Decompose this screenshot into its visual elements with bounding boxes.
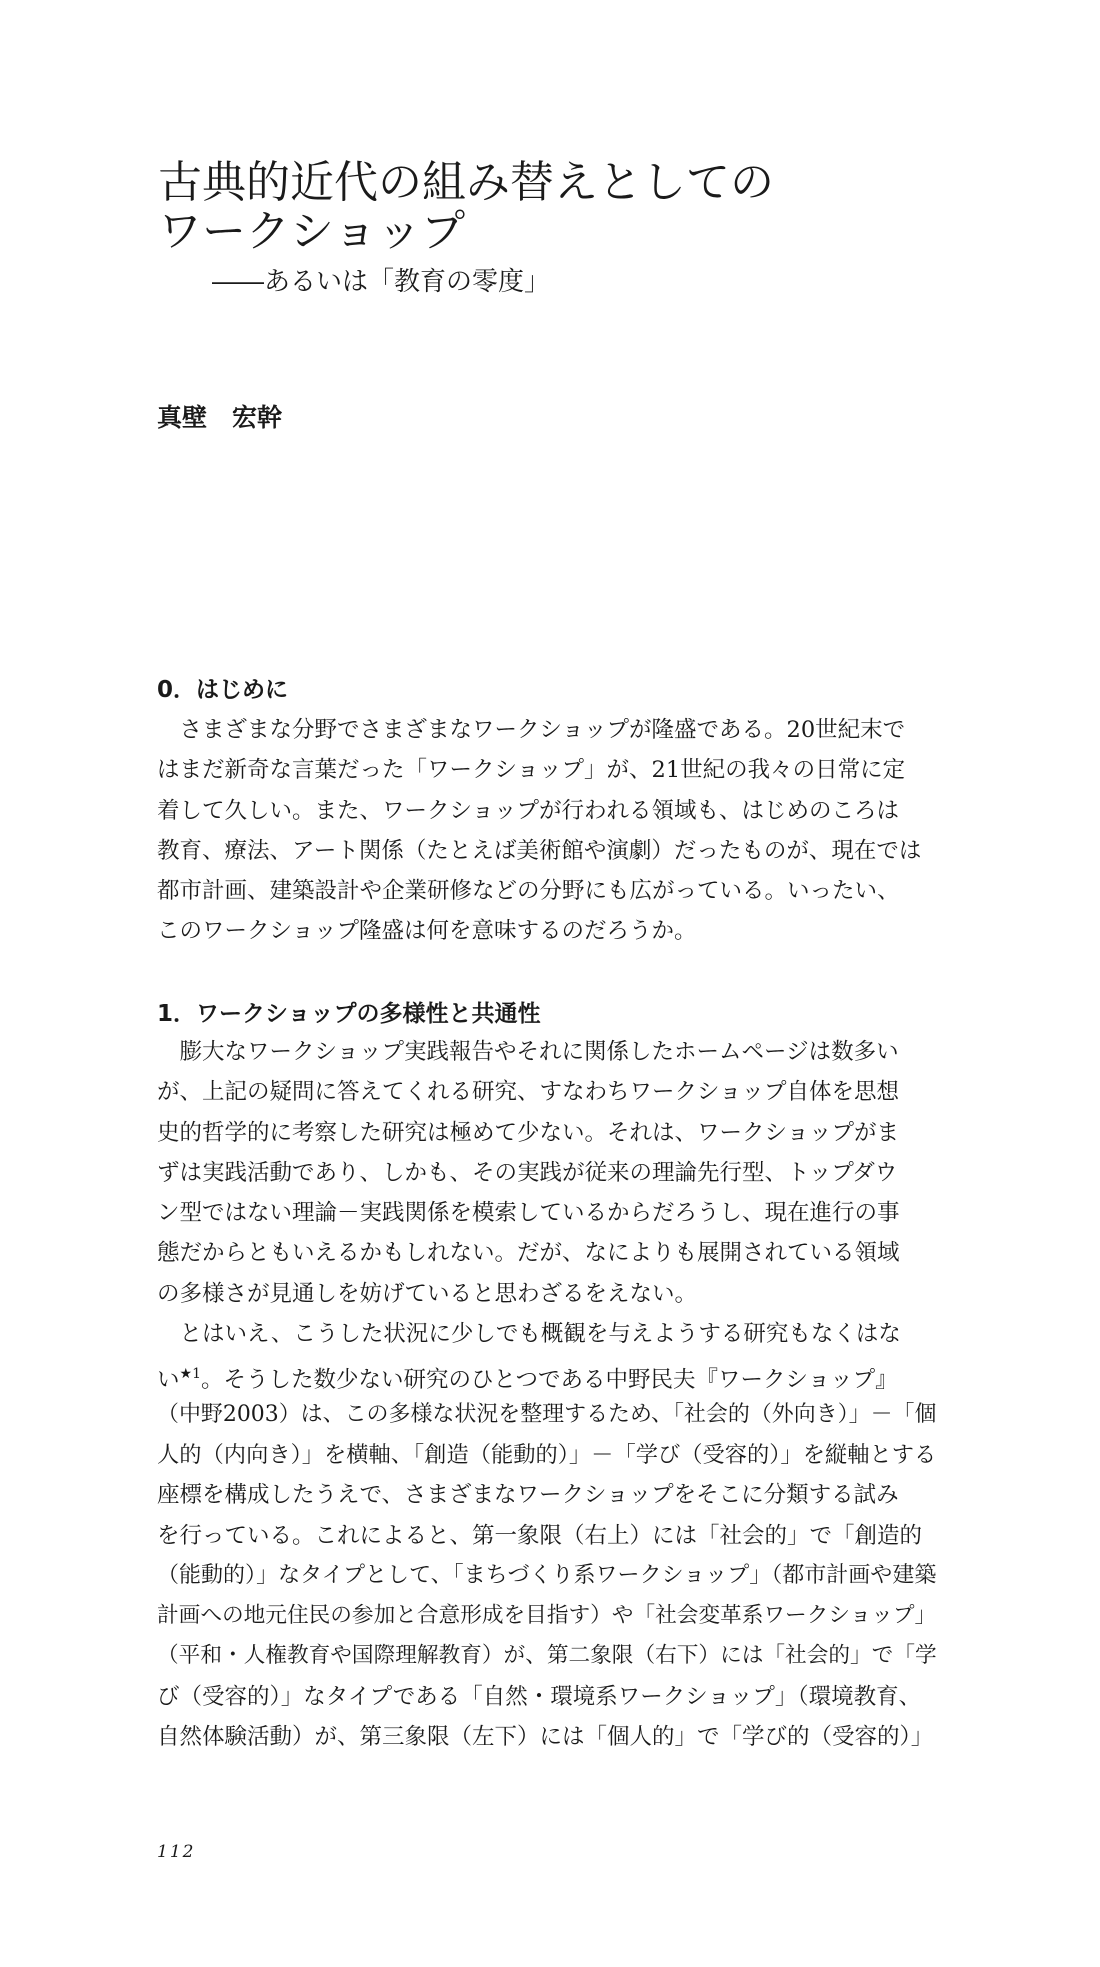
text-line: び（受容的）」なタイプである「自然・環境系ワークショップ」（環境教育、 [157,1683,922,1710]
text-line: （能動的）」なタイプとして、「まちづくり系ワークショップ」（都市計画や建築 [157,1562,937,1588]
article-subtitle: ――あるいは「教育の零度」 [212,267,551,297]
author-name: 真壁 宏幹 [157,403,283,432]
section-heading-diversity: 1．ワークショップの多様性と共通性 [157,1001,541,1027]
section-body-introduction [157,710,937,952]
text-line: 計画への地元住民の参加と合意形成を目指す）や「社会変革系ワークショップ」 [157,1603,937,1629]
text-line: を行っている。これによると、第一象限（右上）には「社会的」で「創造的 [157,1522,923,1549]
text-line-with-footnote [157,1354,937,1394]
text-line: ずは実践活動であり、しかも、その実践が従来の理論先行型、トップダウ [157,1159,898,1186]
text-line: 膨大なワークショップ実践報告やそれに関係したホームページは数多い [157,1039,899,1065]
text-line: が、上記の疑問に答えてくれる研究、すなわちワークショップ自体を思想 [157,1079,900,1106]
text-line: の多様さが見通しを妨げていると思わざるをえない。 [157,1280,698,1307]
footnote-marker[interactable]: ★1 [179,1366,201,1383]
section-body-diversity [157,1032,937,1757]
title-line-1: 古典的近代の組み替えとしての [158,157,774,208]
text-line: 都市計画、建築設計や企業研修などの分野にも広がっている。いったい、 [157,878,900,905]
text-line: ン型ではない理論－実践関係を模索しているからだろうし、現在進行の事 [157,1200,900,1227]
text-line: このワークショップ隆盛は何を意味するのだろうか。 [157,918,697,945]
text-line: 人的（内向き）」を横軸、「創造（能動的）」－「学び（受容的）」を縦軸とする [157,1441,937,1468]
article-title [158,158,978,256]
text-line: 教育、療法、アート関係（たとえば美術館や演劇）だったものが、現在では [157,837,922,864]
text-line: 史的哲学的に考察した研究は極めて少ない。それは、ワークショップがま [157,1119,900,1146]
text-line: はまだ新奇な言葉だった「ワークショップ」が、21世紀の我々の日常に定 [157,757,906,784]
page-number: 112 [157,1842,196,1862]
text-line: 態だからともいえるかもしれない。だが、なによりも展開されている領域 [157,1240,900,1267]
text-line: さまざまな分野でさまざまなワークショップが隆盛である。20世紀末で [157,717,906,743]
footnote-line-after: 。そうした数少ない研究のひとつである中野民夫『ワークショップ』 [200,1367,898,1394]
text-line: 着して久しい。また、ワークショップが行われる領域も、はじめのころは [157,797,900,824]
text-line: （中野2003）は、この多様な状況を整理するため、「社会的（外向き）」－「個 [157,1401,937,1427]
text-line: 自然体験活動）が、第三象限（左下）には「個人的」で「学び的（受容的）」 [157,1724,934,1751]
footnote-line-before: い [157,1367,180,1394]
section-heading-introduction: 0．はじめに [157,677,289,703]
text-line: （平和・人権教育や国際理解教育）が、第二象限（右下）には「社会的」で「学 [157,1643,937,1669]
text-line: とはいえ、こうした状況に少しでも概観を与えようする研究もなくはな [157,1321,901,1348]
title-line-2: ワークショップ [158,206,466,257]
text-line: 座標を構成したうえで、さまざまなワークショップをそこに分類する試み [157,1482,899,1509]
